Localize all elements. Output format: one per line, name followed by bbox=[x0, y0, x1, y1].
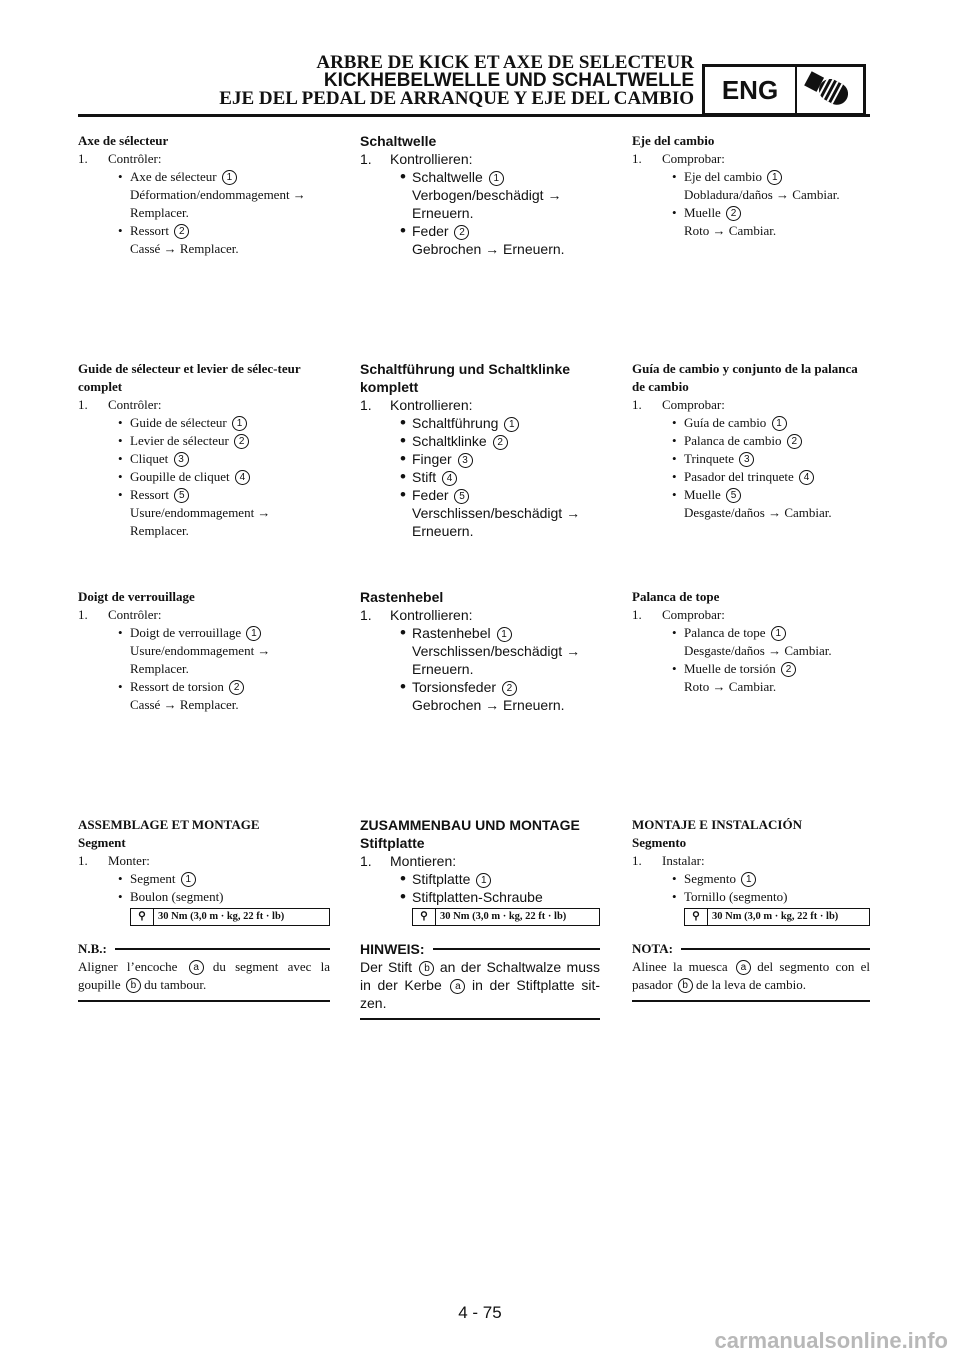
de-shift-shaft-section: Schaltwelle 1. Kontrollieren: • Schaltwelle 1 Verbogen/beschädigt → Erneuern. • Feder 2 Gebrochen → Erneuern. bbox=[360, 132, 600, 258]
section-subheading: Segmento bbox=[632, 835, 687, 850]
es-stopper-lever-section: Palanca de tope 1. Comprobar: • Palanca de tope 1 Desgaste/daños → Cambiar. • Muelle de torsión 2 Roto → Cambiar. bbox=[632, 588, 870, 696]
torque-spec-box: ⚲ 30 Nm (3,0 m · kg, 22 ft · lb) bbox=[130, 908, 330, 926]
list-item: • Eje del cambio 1 Dobladura/daños → Cambiar. bbox=[632, 168, 870, 204]
list-item: • Finger 3 bbox=[360, 450, 600, 468]
note-box: HINWEIS: Der Stift b an der Schaltwalze muss in der Kerbe a in der Stiftplatte sit-zen. bbox=[360, 940, 600, 1020]
title-german: KICKHEBELWELLE UND SCHALTWELLE bbox=[323, 70, 694, 91]
de-shift-guide-section: Schaltführung und Schaltklinke komplett 1. Kontrollieren: • Schaltführung 1 • Schaltklinke 2 • Finger 3 • Stift 4 • Feder 5 Verschlissen/beschädigt → Erneuern. bbox=[360, 360, 600, 540]
badge-label: ENG bbox=[705, 67, 797, 113]
list-item: • Muelle 2 Roto → Cambiar. bbox=[632, 204, 870, 240]
list-item: • Guía de cambio 1 bbox=[632, 414, 870, 432]
title-spanish: EJE DEL PEDAL DE ARRANQUE Y EJE DEL CAMBIO bbox=[219, 88, 694, 109]
section-heading: Guide de sélecteur et levier de sélec-teur complet bbox=[78, 361, 301, 394]
engine-section-badge bbox=[702, 64, 866, 116]
list-item: • Trinquete 3 bbox=[632, 450, 870, 468]
list-item: • Muelle de torsión 2 Roto → Cambiar. bbox=[632, 660, 870, 696]
watermark: carmanualsonline.info bbox=[714, 1328, 948, 1353]
list-item: • Palanca de cambio 2 bbox=[632, 432, 870, 450]
spanish-column bbox=[632, 132, 870, 1282]
section-heading: Schaltführung und Schaltklinke komplett bbox=[360, 361, 571, 395]
list-item: • Torsionsfeder 2 Gebrochen → Erneuern. bbox=[360, 678, 600, 714]
fr-shift-shaft-section bbox=[78, 132, 330, 258]
list-item: • Muelle 5 Desgaste/daños → Cambiar. bbox=[632, 486, 870, 522]
de-assembly-section: ZUSAMMENBAU UND MONTAGE Stiftplatte 1. Montieren: • Stiftplatte 1 • Stiftplatten-Schraube ⚲ 30 Nm (3,0 m · kg, 22 ft · lb) HINWEIS: Der Stift b an der Schaltwalze muss in der Kerbe a in der Stiftplatte sit-zen. bbox=[360, 816, 600, 1020]
list-item: • Schaltklinke 2 bbox=[360, 432, 600, 450]
list-item: • Tornillo (segmento) bbox=[632, 888, 870, 906]
list-item: • Pasador del trinquete 4 bbox=[632, 468, 870, 486]
list-item: • Ressort de torsion 2 Cassé → Remplacer. bbox=[78, 678, 330, 714]
list-item: • Segmento 1 bbox=[632, 870, 870, 888]
section-heading: ZUSAMMENBAU UND MONTAGE bbox=[360, 817, 580, 833]
list-item: • Stiftplatte 1 bbox=[360, 870, 600, 888]
section-heading: Eje del cambio bbox=[632, 133, 715, 148]
callout-number: 1 bbox=[222, 170, 237, 185]
list-item: • Feder 5 Verschlissen/beschädigt → Erneuern. bbox=[360, 486, 600, 540]
engine-icon bbox=[797, 67, 863, 113]
title-french: ARBRE DE KICK ET AXE DE SELECTEUR bbox=[316, 52, 694, 73]
note-box: N.B.: Aligner l’encoche a du segment avec la goupille b du tambour. bbox=[78, 940, 330, 1002]
list-item: • Schaltwelle 1 Verbogen/beschädigt → Erneuern. bbox=[360, 168, 600, 222]
french-column bbox=[78, 132, 330, 1282]
fr-stopper-lever-section: Doigt de verrouillage 1. Contrôler: • Doigt de verrouillage 1 Usure/endommagement → Remplacer. • Ressort de torsion 2 Cassé → Remplacer. bbox=[78, 588, 330, 714]
section-heading: Palanca de tope bbox=[632, 589, 720, 604]
list-item: • Cliquet 3 bbox=[78, 450, 330, 468]
list-item: • Schaltführung 1 bbox=[360, 414, 600, 432]
callout-number: 2 bbox=[174, 224, 189, 239]
section-heading: Guía de cambio y conjunto de la palanca de cambio bbox=[632, 361, 858, 394]
section-subheading: Segment bbox=[78, 835, 126, 850]
note-box: NOTA: Alinee la muesca a del segmento con el pasador b de la leva de cambio. bbox=[632, 940, 870, 1002]
torque-wrench-icon: ⚲ bbox=[131, 909, 154, 925]
list-item: • Stiftplatten-Schraube bbox=[360, 888, 600, 906]
section-heading: Rastenhebel bbox=[360, 589, 444, 605]
list-item: • Ressort 5 Usure/endommagement → Remplacer. bbox=[78, 486, 330, 540]
torque-wrench-icon: ⚲ bbox=[413, 909, 436, 925]
list-item: • Levier de sélecteur 2 bbox=[78, 432, 330, 450]
torque-spec-box: ⚲ 30 Nm (3,0 m · kg, 22 ft · lb) bbox=[684, 908, 870, 926]
list-item: • Rastenhebel 1 Verschlissen/beschädigt → Erneuern. bbox=[360, 624, 600, 678]
list-item: • Feder 2 Gebrochen → Erneuern. bbox=[360, 222, 600, 258]
step-label: Contrôler: bbox=[108, 151, 162, 166]
german-column bbox=[360, 132, 600, 1282]
section-heading: ASSEMBLAGE ET MONTAGE bbox=[78, 817, 260, 832]
es-shift-shaft-section: Eje del cambio 1. Comprobar: • Eje del cambio 1 Dobladura/daños → Cambiar. • Muelle 2 Roto → Cambiar. bbox=[632, 132, 870, 240]
list-item: • Ressort 2 Cassé → Remplacer. bbox=[78, 222, 330, 258]
list-item: • Goupille de cliquet 4 bbox=[78, 468, 330, 486]
es-assembly-section: MONTAJE E INSTALACIÓN Segmento 1. Instalar: • Segmento 1 • Tornillo (segmento) ⚲ 30 Nm (3,0 m · kg, 22 ft · lb) NOTA: Alinee la muesca a del segmento con el pasador b de la leva de cambio. bbox=[632, 816, 870, 1002]
list-item: • Segment 1 bbox=[78, 870, 330, 888]
list-item: • Stift 4 bbox=[360, 468, 600, 486]
de-stopper-lever-section: Rastenhebel 1. Kontrollieren: • Rastenhebel 1 Verschlissen/beschädigt → Erneuern. • Torsionsfeder 2 Gebrochen → Erneuern. bbox=[360, 588, 600, 714]
list-item: • Boulon (segment) bbox=[78, 888, 330, 906]
page-number: 4 - 75 bbox=[458, 1303, 502, 1322]
list-item: • Palanca de tope 1 Desgaste/daños → Cambiar. bbox=[632, 624, 870, 660]
section-title-block bbox=[219, 54, 694, 108]
torque-spec-box: ⚲ 30 Nm (3,0 m · kg, 22 ft · lb) bbox=[412, 908, 600, 926]
section-heading: Axe de sélecteur bbox=[78, 133, 169, 148]
section-heading: MONTAJE E INSTALACIÓN bbox=[632, 817, 802, 832]
es-shift-guide-section: Guía de cambio y conjunto de la palanca de cambio 1. Comprobar: • Guía de cambio 1 • Palanca de cambio 2 • Trinquete 3 • Pasador del trinquete 4 • Muelle 5 Desgaste/daños → Cambiar. bbox=[632, 360, 870, 522]
step-number: 1. bbox=[78, 151, 88, 166]
fr-assembly-section: ASSEMBLAGE ET MONTAGE Segment 1. Monter: • Segment 1 • Boulon (segment) ⚲ 30 Nm (3,0 m · kg, 22 ft · lb) N.B.: Aligner l’encoche a du segment avec la goupille b du tambour. bbox=[78, 816, 330, 1002]
section-heading: Schaltwelle bbox=[360, 133, 437, 149]
torque-wrench-icon: ⚲ bbox=[685, 909, 708, 925]
fr-shift-guide-section: Guide de sélecteur et levier de sélec-teur complet 1. Contrôler: • Guide de sélecteur 1 • Levier de sélecteur 2 • Cliquet 3 • Goupille de cliquet 4 • Ressort 5 Usure/endommagement → Remplacer. bbox=[78, 360, 330, 540]
section-subheading: Stiftplatte bbox=[360, 835, 425, 851]
list-item: • Guide de sélecteur 1 bbox=[78, 414, 330, 432]
list-item: • Doigt de verrouillage 1 Usure/endommagement → Remplacer. bbox=[78, 624, 330, 678]
list-item: • Axe de sélecteur 1 Déformation/endommagement → Remplacer. bbox=[78, 168, 330, 222]
section-heading: Doigt de verrouillage bbox=[78, 589, 195, 604]
